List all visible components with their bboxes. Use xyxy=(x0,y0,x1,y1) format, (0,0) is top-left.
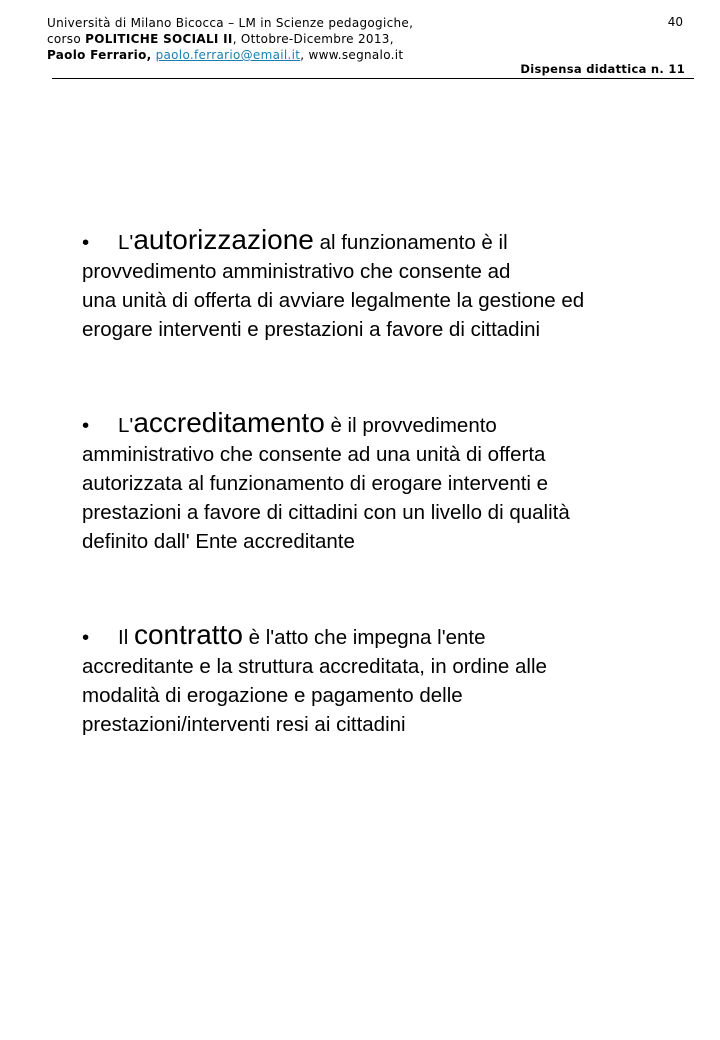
definition-prefix: Il xyxy=(118,626,134,649)
definition-line: modalità di erogazione e pagamento delle xyxy=(82,684,463,707)
bullet: • xyxy=(82,231,90,254)
header-course-period: , Ottobre-Dicembre 2013, xyxy=(232,32,394,46)
author-name: Paolo Ferrario, xyxy=(47,48,152,62)
page-header xyxy=(47,15,413,63)
definition-line: definito dall' Ente accreditante xyxy=(82,530,355,553)
document-label: Dispensa didattica n. 11 xyxy=(520,62,685,76)
definition-first-line: al funzionamento è il xyxy=(313,231,508,254)
header-course-prefix: corso xyxy=(47,32,86,46)
author-email-link[interactable]: paolo.ferrario@email.it xyxy=(155,48,301,62)
header-author xyxy=(47,47,413,63)
page-number: 40 xyxy=(667,15,683,29)
definition-line: accreditante e la struttura accreditata, in ordine alle xyxy=(82,655,547,678)
definition-first-line: è l'atto che impegna l'ente xyxy=(242,626,486,649)
definition-prefix: L' xyxy=(118,231,134,254)
definition-term: accreditamento xyxy=(133,407,325,438)
bullet: • xyxy=(82,414,90,437)
definition-contratto xyxy=(82,620,692,739)
header-institution: Università di Milano Bicocca – LM in Scienze pedagogiche, xyxy=(47,16,414,30)
definition-line: prestazioni/interventi resi ai cittadini xyxy=(82,713,406,736)
header-divider xyxy=(52,78,694,79)
definition-line: autorizzata al funzionamento di erogare interventi e xyxy=(82,472,549,495)
definition-term: autorizzazione xyxy=(133,224,314,255)
definition-accreditamento xyxy=(82,408,692,556)
header-course xyxy=(47,31,413,47)
bullet: • xyxy=(82,626,90,649)
definition-autorizzazione xyxy=(82,225,692,344)
definition-line: provvedimento amministrativo che consente ad xyxy=(82,260,511,283)
definition-line: una unità di offerta di avviare legalmente la gestione ed xyxy=(82,289,585,312)
definition-first-line: è il provvedimento xyxy=(324,414,497,437)
definition-line: erogare interventi e prestazioni a favore di cittadini xyxy=(82,318,541,341)
definition-line: prestazioni a favore di cittadini con un livello di qualità xyxy=(82,501,570,524)
definition-term: contratto xyxy=(133,619,243,650)
author-website: , www.segnalo.it xyxy=(300,48,404,62)
definition-prefix: L' xyxy=(118,414,134,437)
header-course-name: POLITICHE SOCIALI II xyxy=(85,32,233,46)
definition-line: amministrativo che consente ad una unità di offerta xyxy=(82,443,546,466)
